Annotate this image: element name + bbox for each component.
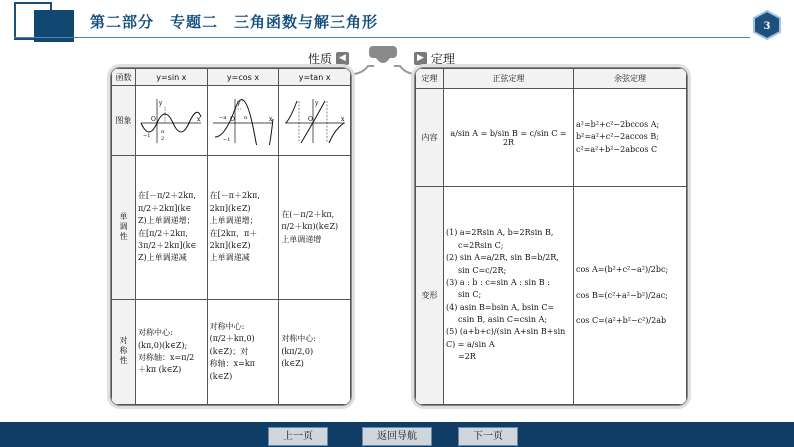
col-header-sin: y=sin x: [136, 69, 208, 86]
svg-text:O: O: [229, 115, 235, 123]
chevron-left-icon[interactable]: ◀: [336, 52, 349, 65]
svg-text:x: x: [268, 115, 273, 123]
svg-text:y: y: [314, 99, 319, 107]
sin-symmetry-cell: 对称中心: (kπ,0)(k∈Z); 对称轴：x=π/2 ＋kπ (k∈Z): [136, 300, 208, 405]
svg-text:O: O: [307, 115, 313, 123]
cosine-law-variants: cos A=(b²+c²−a²)/2bc; cos B=(c²+a²−b²)/2ac; cos C=(a²+b²−c²)/2ab: [574, 187, 687, 405]
back-to-nav-button[interactable]: 返回导航: [362, 427, 432, 446]
tan-graph-cell: [279, 86, 351, 156]
row-label-symmetry: 对称性: [112, 300, 136, 405]
svg-text:y: y: [236, 99, 241, 107]
tan-symmetry-cell: 对称中心: (kπ/2,0) (k∈Z): [279, 300, 351, 405]
properties-table: [111, 68, 351, 405]
col-header-theorem: 定理: [416, 69, 444, 89]
next-page-button[interactable]: 下一页: [458, 427, 518, 446]
col-header-function: 函数: [112, 69, 136, 86]
row-label-monotonicity: 单调性: [112, 156, 136, 300]
row-label-variants: 变形: [416, 187, 444, 405]
svg-text:O: O: [151, 115, 157, 123]
svg-text:π: π: [243, 114, 248, 121]
chevron-right-icon[interactable]: ▶: [414, 52, 427, 65]
row-label-graph: 图象: [112, 86, 136, 156]
svg-text:π: π: [161, 128, 165, 135]
cos-graph-cell: [207, 86, 279, 156]
cos-graph: [211, 97, 275, 145]
right-tab-label: 定理: [430, 52, 455, 66]
tan-monotonic-cell: 在(－π/2＋kπ, π/2＋kπ)(k∈Z) 上单调递增: [279, 156, 351, 300]
left-tab[interactable]: [308, 50, 349, 66]
sin-graph-cell: [136, 86, 208, 156]
cosine-law-content: a²=b²+c²−2bccos A; b²=a²+c²−2accos B; c²=a²+b²−2abcos C: [574, 89, 687, 187]
properties-panel: [110, 67, 352, 406]
theorems-panel: [414, 67, 688, 406]
svg-text:−1: −1: [143, 132, 151, 139]
col-header-cosine-law: 余弦定理: [574, 69, 687, 89]
left-tab-label: 性质: [308, 52, 333, 66]
cos-symmetry-cell: 对称中心: (π/2＋kπ,0) (k∈Z)；对 称轴：x=kπ (k∈Z): [207, 300, 279, 405]
page-number: 3: [763, 21, 771, 32]
cos-monotonic-cell: 在[－π＋2kπ, 2kπ](k∈Z) 上单调递增； 在[2kπ，π＋ 2kπ](k∈Z) 上单调递减: [207, 156, 279, 300]
row-label-content: 内容: [416, 89, 444, 187]
page-title: 第二部分 专题二 三角函数与解三角形: [90, 13, 379, 31]
svg-text:x: x: [340, 115, 345, 123]
sin-graph: [139, 97, 203, 145]
connector-lines: [352, 62, 416, 76]
theorems-table: [415, 68, 687, 405]
svg-text:−π: −π: [218, 114, 227, 121]
tan-graph: [283, 97, 347, 145]
sine-law-variants: (1) a=2Rsin A, b=2Rsin B, c=2Rsin C; (2) sin A=a/2R, sin B=b/2R, sin C=c/2R; (3) a : b : c=sin A : sin B : sin C; (4) asin B=bsin A, bsin C= csin B, asin C=csin A; (5) (a+b+c)/(sin A+sin B+sin C) = a/sin A =2R: [444, 187, 574, 405]
sine-law-content: a/sin A = b/sin B = c/sin C = 2R: [444, 89, 574, 187]
header-divider: [14, 37, 750, 38]
col-header-tan: y=tan x: [279, 69, 351, 86]
svg-text:2: 2: [161, 135, 165, 142]
prev-page-button[interactable]: 上一页: [268, 427, 328, 446]
sin-monotonic-cell: 在[－π/2＋2kπ, π/2＋2kπ](k∈ Z)上单调递增； 在[π/2＋2kπ, 3π/2＋2kπ](k∈ Z)上单调递减: [136, 156, 208, 300]
svg-text:x: x: [197, 115, 201, 123]
col-header-sine-law: 正弦定理: [444, 69, 574, 89]
svg-text:−1: −1: [222, 136, 231, 143]
right-tab[interactable]: [414, 50, 455, 66]
col-header-cos: y=cos x: [207, 69, 279, 86]
svg-text:y: y: [159, 99, 163, 107]
page-number-badge: [752, 10, 782, 40]
